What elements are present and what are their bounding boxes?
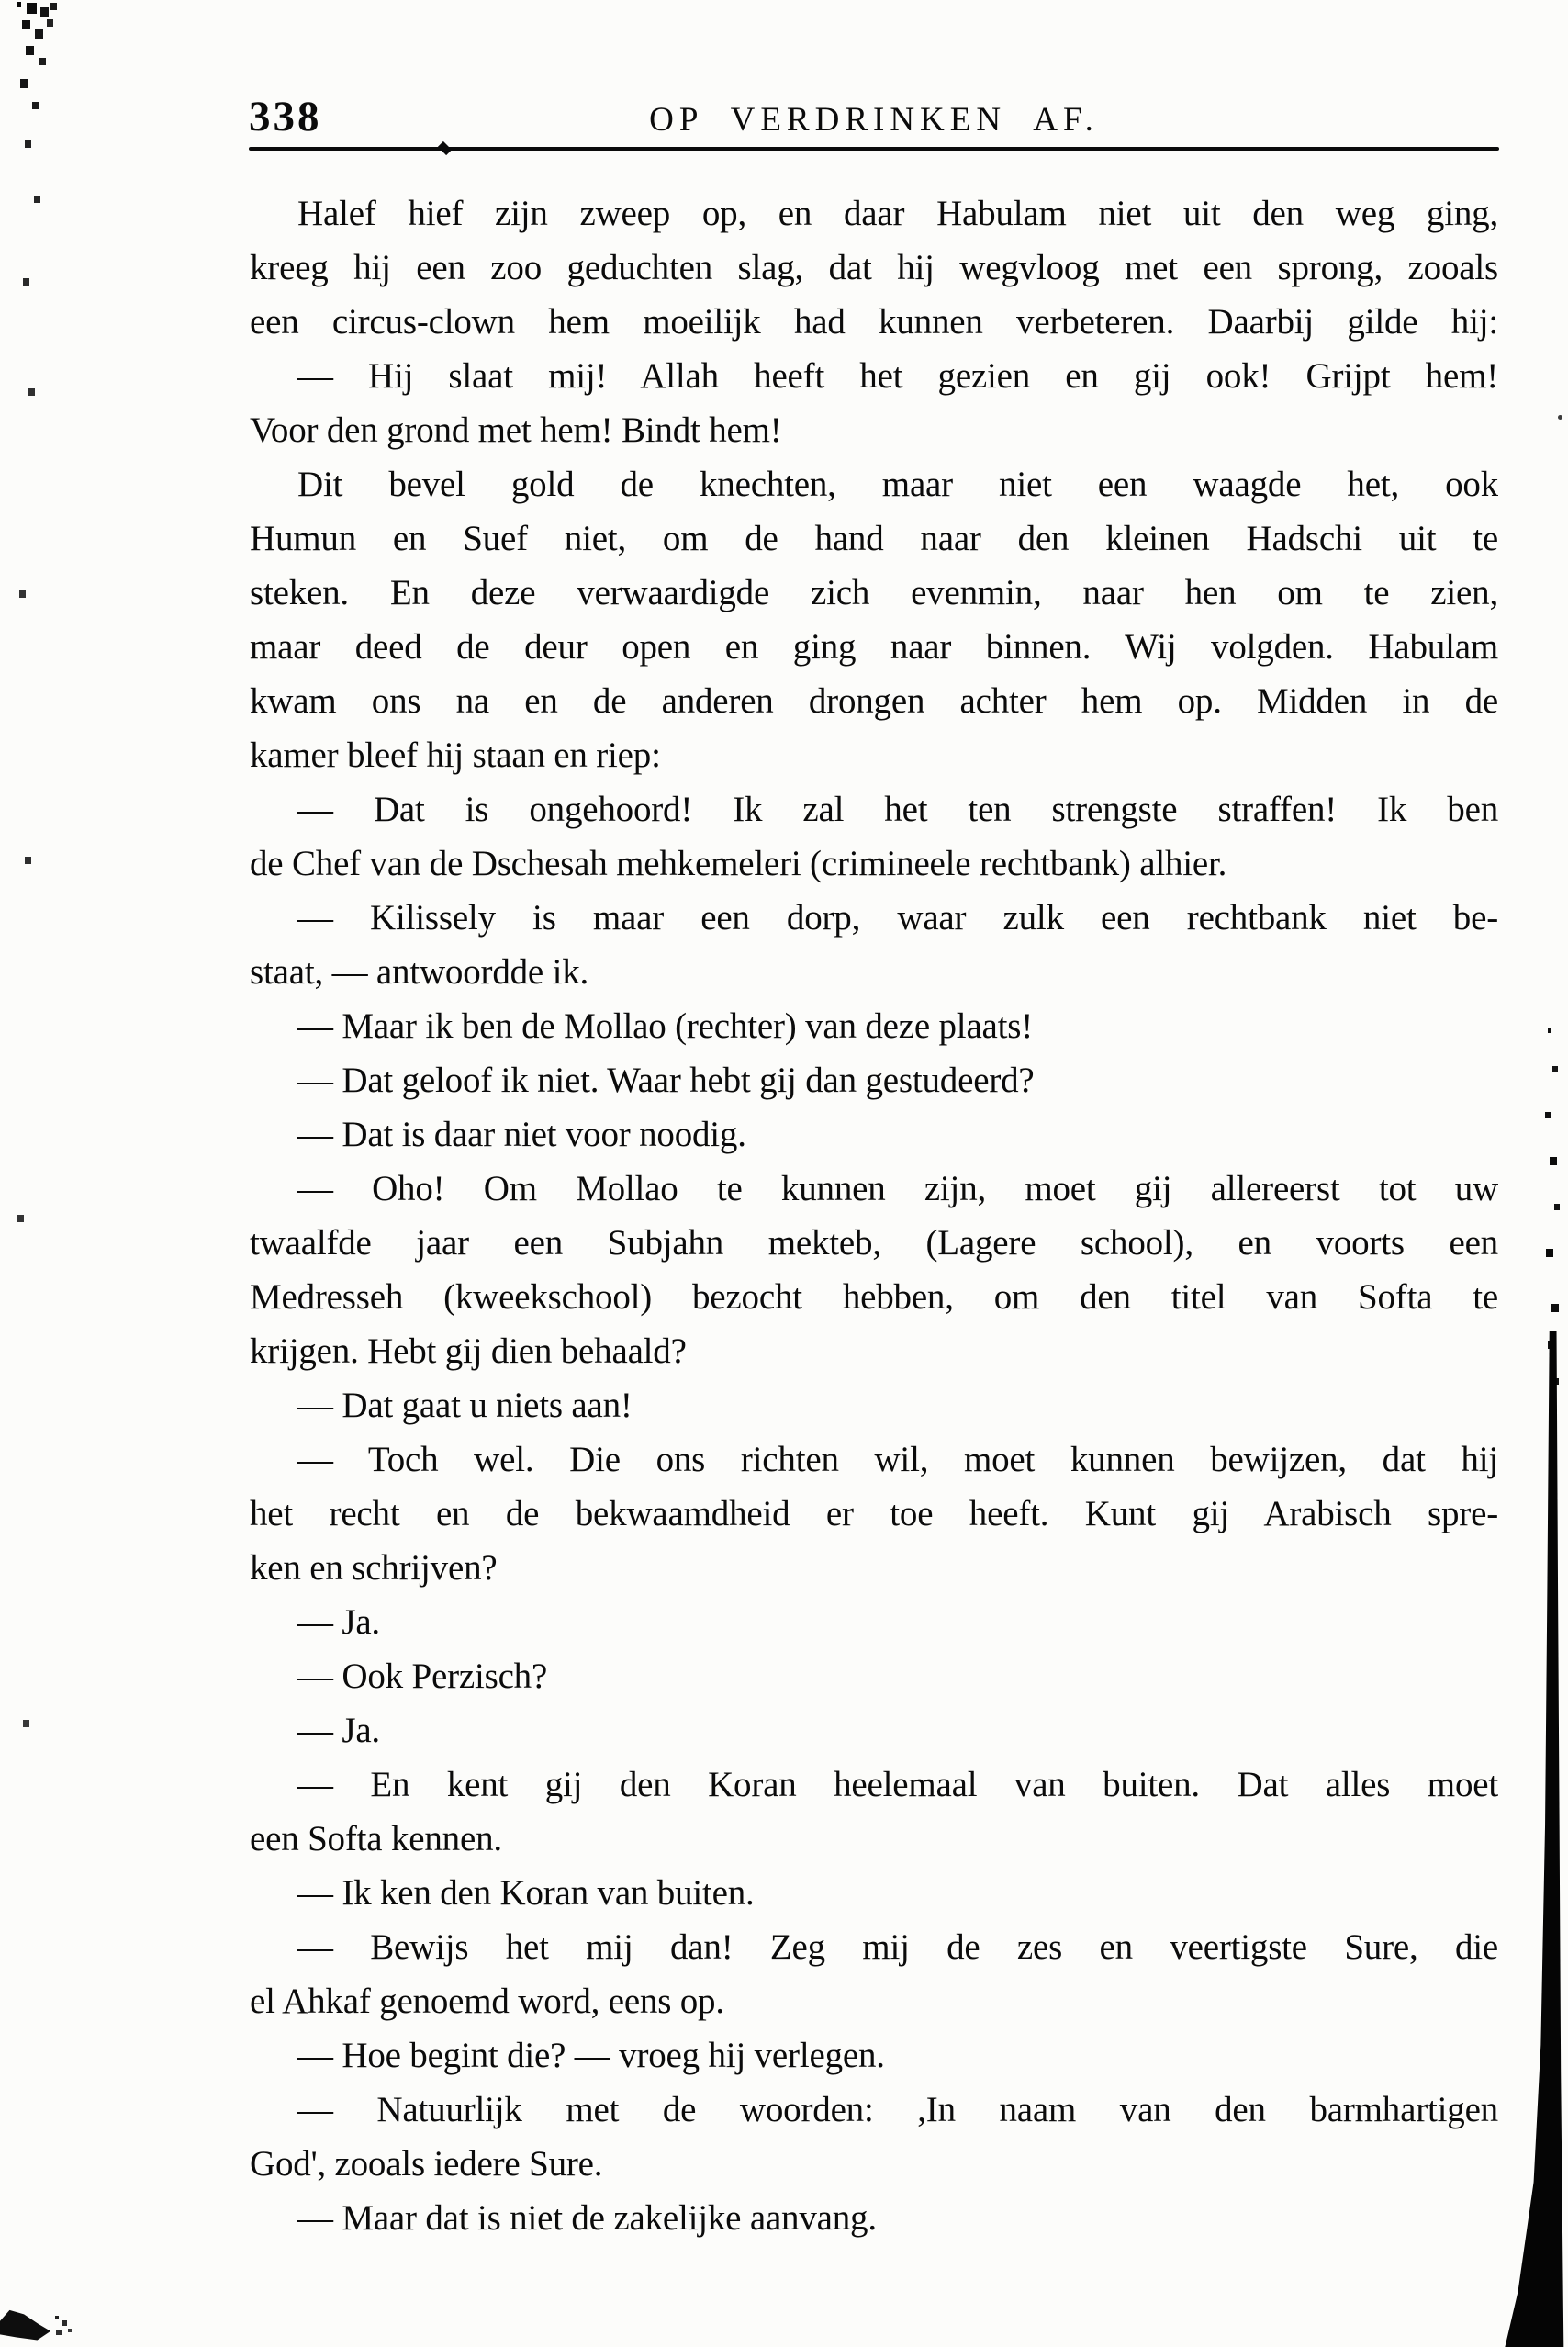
- text-line: — Bewijs het mij dan! Zeg mij de zes en veertigste Sure, die: [297, 1927, 1498, 1967]
- text-line: — Ja.: [297, 1602, 380, 1642]
- text-line: Medresseh (kweekschool) bezocht hebben, om den titel van Softa te: [250, 1277, 1498, 1317]
- header-rule-blob: [438, 141, 452, 155]
- text-line: — Dat geloof ik niet. Waar hebt gij dan gestudeerd?: [297, 1061, 1035, 1100]
- text-line: twaalfde jaar een Subjahn mekteb, (Lagere school), en voorts een: [250, 1223, 1498, 1263]
- text-line: — Ook Perzisch?: [297, 1656, 548, 1696]
- scan-smudge-dots: [55, 2316, 59, 2319]
- scan-smudge-bottom-left: [0, 2303, 53, 2343]
- text-line: — Maar dat is niet de zakelijke aanvang.: [297, 2198, 877, 2238]
- text-line: — Dat gaat u niets aan!: [297, 1386, 633, 1425]
- page-number: 338: [249, 93, 322, 140]
- scan-streak-solid: [1496, 973, 1568, 2347]
- text-line: — Toch wel. Die ons richten wil, moet kunnen bewijzen, dat hij: [297, 1440, 1498, 1479]
- text-line: krijgen. Hebt gij dien behaald?: [250, 1331, 687, 1371]
- text-line: — Natuurlijk met de woorden: ,In naam van den barmhartigen: [297, 2090, 1498, 2129]
- text-line: Voor den grond met hem! Bindt hem!: [250, 410, 782, 450]
- text-line: staat, — antwoordde ik.: [250, 952, 589, 992]
- text-line: Halef hief zijn zweep op, en daar Habulam niet uit den weg ging,: [297, 194, 1498, 233]
- scan-noise-top-left: [17, 2, 21, 7]
- text-line: — Ja.: [297, 1711, 380, 1750]
- text-line: — Dat is daar niet voor noodig.: [297, 1115, 746, 1154]
- running-header-title: OP VERDRINKEN AF.: [649, 101, 1099, 139]
- page-text: [250, 186, 1498, 2245]
- text-line: het recht en de bekwaamdheid er toe heeft. Kunt gij Arabisch spre-: [250, 1494, 1498, 1533]
- text-line: — Maar ik ben de Mollao (rechter) van deze plaats!: [297, 1006, 1034, 1046]
- text-line: ken en schrijven?: [250, 1548, 498, 1588]
- scan-streak-right-edge: [1496, 973, 1568, 2347]
- text-line: — En kent gij den Koran heelemaal van buiten. Dat alles moet: [297, 1765, 1498, 1804]
- text-line: — Oho! Om Mollao te kunnen zijn, moet gij allereerst tot uw: [297, 1169, 1498, 1208]
- text-line: — Ik ken den Koran van buiten.: [297, 1873, 755, 1913]
- text-line: kwam ons na en de anderen drongen achter hem op. Midden in de: [250, 681, 1498, 721]
- text-line: steken. En deze verwaardigde zich evenmin, naar hen om te zien,: [250, 573, 1498, 612]
- header-rule: [249, 147, 1499, 151]
- text-line: — Kilissely is maar een dorp, waar zulk een rechtbank niet be-: [297, 898, 1498, 938]
- text-line: kamer bleef hij staan en riep:: [250, 736, 661, 775]
- text-line: — Hij slaat mij! Allah heeft het gezien en gij ook! Grijpt hem!: [297, 356, 1498, 396]
- text-line: Humun en Suef niet, om de hand naar den kleinen Hadschi uit te: [250, 519, 1498, 558]
- text-line: God', zooals iedere Sure.: [250, 2144, 603, 2184]
- text-line: een Softa kennen.: [250, 1819, 502, 1859]
- text-line: — Hoe begint die? — vroeg hij verlegen.: [297, 2036, 885, 2075]
- text-line: — Dat is ongehoord! Ik zal het ten strengste straffen! Ik ben: [297, 790, 1498, 829]
- text-line: kreeg hij een zoo geduchten slag, dat hij wegvloog met een sprong, zooals: [250, 248, 1498, 287]
- text-line: el Ahkaf genoemd word, eens op.: [250, 1982, 724, 2021]
- text-line: de Chef van de Dschesah mehkemeleri (crimineele rechtbank) alhier.: [250, 844, 1227, 883]
- text-line: Dit bevel gold de knechten, maar niet een waagde het, ook: [297, 465, 1498, 504]
- scan-speck-right: [1558, 415, 1562, 420]
- scan-streak-specks: [1548, 1028, 1551, 1033]
- text-line: maar deed de deur open en ging naar binnen. Wij volgden. Habulam: [250, 627, 1498, 667]
- text-line: een circus-clown hem moeilijk had kunnen verbeteren. Daarbij gilde hij:: [250, 302, 1498, 342]
